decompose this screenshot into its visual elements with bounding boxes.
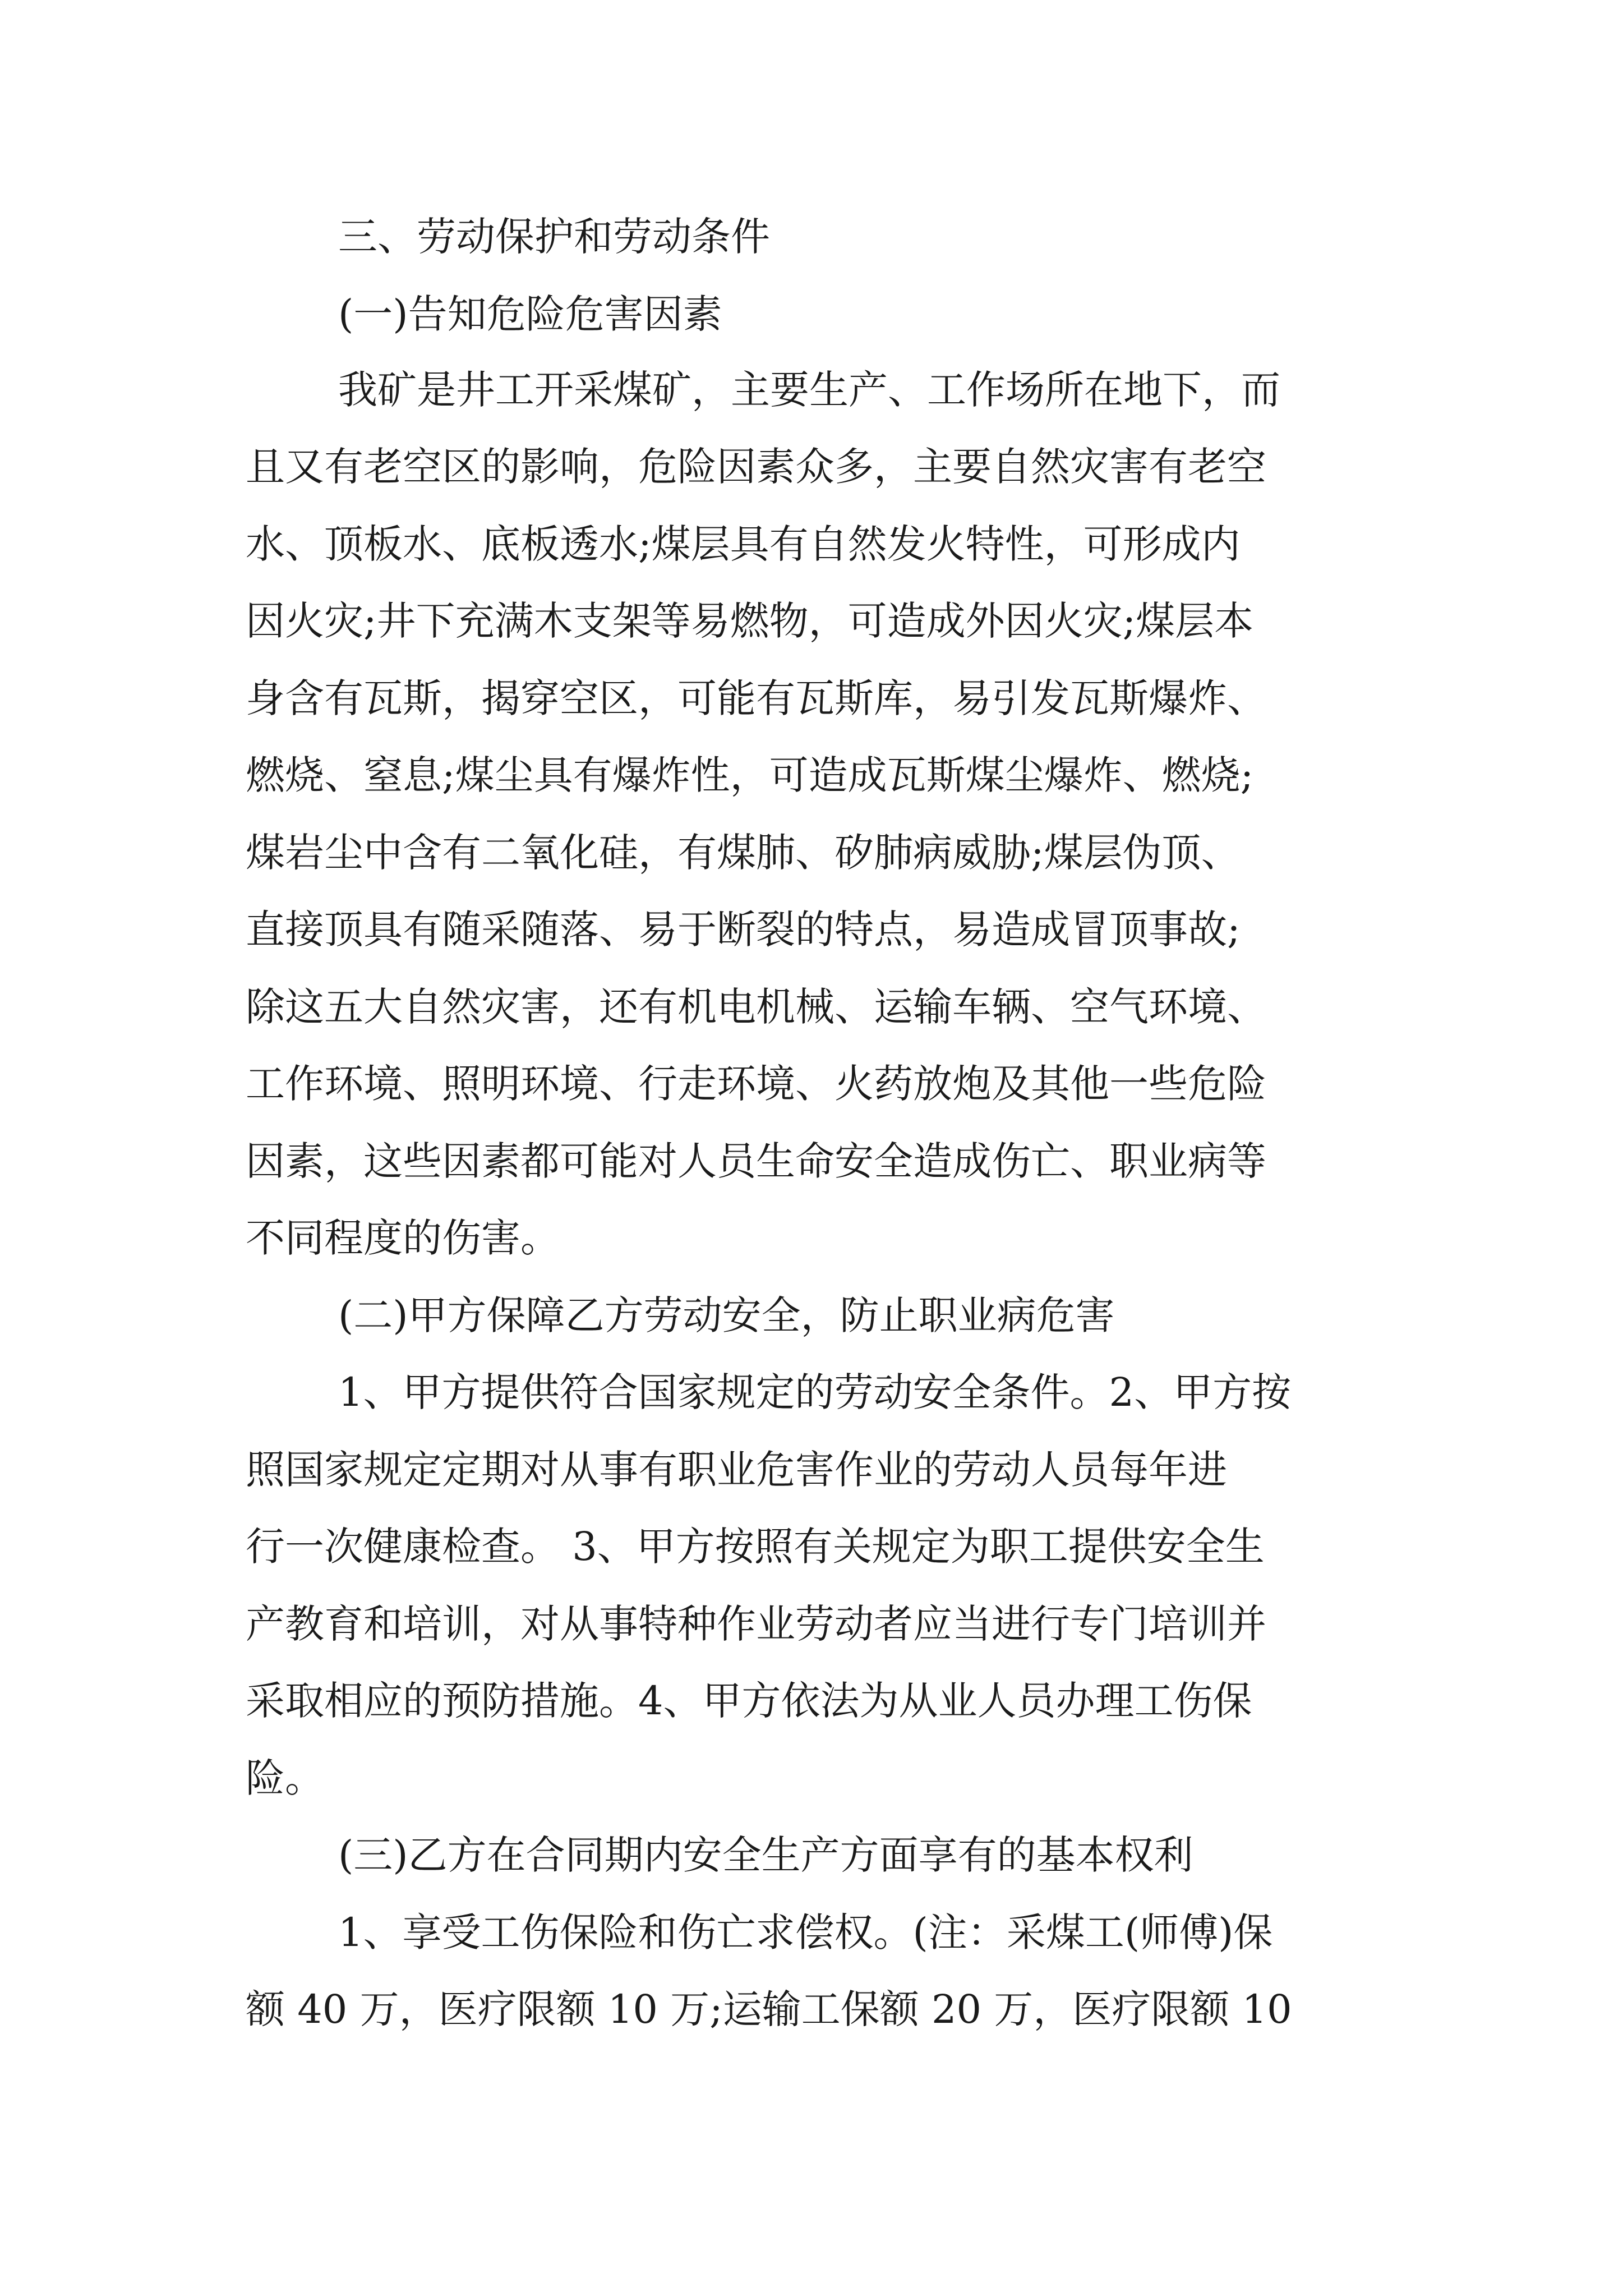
text-line: 不同程度的伤害。 [246, 1215, 560, 1261]
text-line: 1、甲方提供符合国家规定的劳动安全条件。2、甲方按 [338, 1369, 1292, 1415]
text-line: 我矿是井工开采煤矿，主要生产、工作场所在地下，而 [338, 367, 1280, 413]
text-line: 1、享受工伤保险和伤亡求偿权。(注：采煤工(师傅)保 [338, 1910, 1273, 1955]
text-line: 燃烧、窒息;煤尘具有爆炸性，可造成瓦斯煤尘爆炸、燃烧; [246, 752, 1254, 798]
subsection-heading: (三)乙方在合同期内安全生产方面享有的基本权利 [338, 1832, 1193, 1878]
text-line: 工作环境、照明环境、行走环境、火药放炮及其他一些危险 [246, 1061, 1266, 1107]
text-line: 水、顶板水、底板透水;煤层具有自然发火特性，可形成内 [246, 521, 1241, 567]
text-line: 额 40 万，医疗限额 10 万;运输工保额 20 万，医疗限额 10 [246, 1986, 1292, 2032]
text-line: 身含有瓦斯，揭穿空区，可能有瓦斯库，易引发瓦斯爆炸、 [246, 675, 1266, 721]
text-line: 险。 [246, 1755, 324, 1801]
subsection-heading: (一)告知危险危害因素 [338, 291, 722, 337]
text-line: 且又有老空区的影响，危险因素众多，主要自然灾害有老空 [246, 444, 1266, 490]
text-line: 因素，这些因素都可能对人员生命安全造成伤亡、职业病等 [246, 1138, 1266, 1184]
text-line: 除这五大自然灾害，还有机电机械、运输车辆、空气环境、 [246, 984, 1266, 1030]
section-heading: 三、劳动保护和劳动条件 [338, 214, 770, 260]
text-line: 照国家规定定期对从事有职业危害作业的劳动人员每年进 [246, 1447, 1227, 1493]
text-line: 煤岩尘中含有二氧化硅，有煤肺、矽肺病威胁;煤层伪顶、 [246, 830, 1241, 876]
text-line: 因火灾;井下充满木支架等易燃物，可造成外因火灾;煤层本 [246, 598, 1254, 644]
text-line: 直接顶具有随采随落、易于断裂的特点，易造成冒顶事故; [246, 907, 1241, 953]
text-line: 行一次健康检查。 3、甲方按照有关规定为职工提供安全生 [246, 1524, 1265, 1570]
subsection-heading: (二)甲方保障乙方劳动安全，防止职业病危害 [338, 1292, 1115, 1338]
text-line: 采取相应的预防措施。4、甲方依法为从业人员办理工伤保 [246, 1678, 1252, 1724]
text-line: 产教育和培训，对从事特种作业劳动者应当进行专门培训并 [246, 1601, 1266, 1647]
